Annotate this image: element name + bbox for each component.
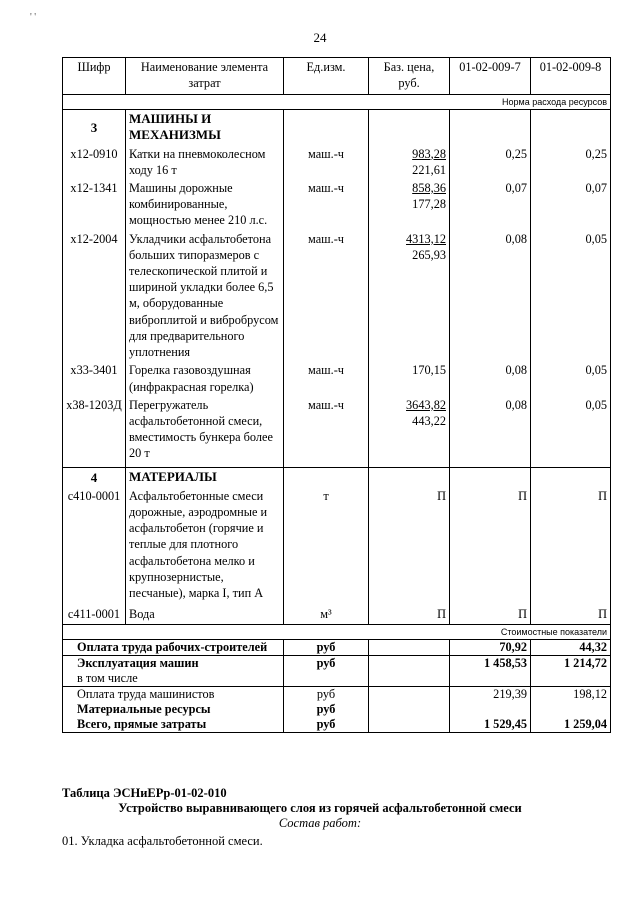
row-value-a: 0,08 [450,230,531,362]
row-value-b: П [531,487,611,606]
summary-unit: руб [284,702,369,717]
composition-heading: Состав работ: [278,816,362,830]
row-value-a: 0,07 [450,179,531,230]
row-name: Укладчики асфальтобетона больших типоразмеров с телескопической плитой и шириной укладки более 6,5 м, оборудованные виброплитой и вибробрусом для предварительного уплотнения [126,230,284,362]
table-row [63,230,611,362]
work-item: 01. Укладка асфальтобетонной смеси. [62,834,263,848]
summary-name: Материальные ресурсы [63,702,284,717]
summary-name: Эксплуатация машин [63,655,284,671]
corner-marks: ' ' [30,12,37,23]
row-price-secondary: 443,22 [412,414,446,428]
row-price: 3643,82 [406,397,446,412]
row-unit: маш.-ч [284,396,369,467]
norm-band-row [63,95,611,110]
summary-name: Оплата труда рабочих-строителей [63,639,284,655]
table-row [63,487,611,606]
header-col-b: 01-02-009-8 [531,58,611,95]
cost-band: Стоимостные показатели [63,624,611,639]
row-value-a: 0,08 [450,361,531,395]
summary-row [63,717,611,733]
summary-value-a: 70,92 [450,639,531,655]
summary-unit: руб [284,655,369,671]
row-value-b: 0,05 [531,396,611,467]
row-price: 170,15 [369,361,450,395]
row-unit: маш.-ч [284,179,369,230]
header-col-a: 01-02-009-7 [450,58,531,95]
header-code: Шифр [63,58,126,95]
row-code: х12-0910 [63,145,126,179]
row-code: х12-2004 [63,230,126,362]
row-name: Перегружатель асфальтобетонной смеси, вместимость бункера более 20 т [126,396,284,467]
section-number: 3 [63,110,126,145]
section-title: МАШИНЫ И МЕХАНИЗМЫ [126,110,284,145]
summary-row [63,655,611,671]
summary-row [63,671,611,687]
section-header-materials [63,467,611,487]
row-unit: т [284,487,369,606]
next-table-title: Таблица ЭСНиЕРр-01-02-010 [62,786,227,800]
summary-value-b: 44,32 [531,639,611,655]
row-price: П [369,487,450,606]
summary-value-a: 1 458,53 [450,655,531,671]
row-name: Асфальтобетонные смеси дорожные, аэродромные и асфальтобетон (горячие и теплые для плотного асфальтобетона мелко и крупнозернистые, песчаные), марка I, тип А [126,487,284,606]
row-value-a: 0,25 [450,145,531,179]
norm-band: Норма расхода ресурсов [63,95,611,110]
header-name: Наименование элемента затрат [126,58,284,95]
summary-row [63,702,611,717]
row-unit: маш.-ч [284,230,369,362]
row-code: с410-0001 [63,487,126,606]
row-value-b: 0,07 [531,179,611,230]
row-price-secondary: 177,28 [412,197,446,212]
summary-value-a: 1 529,45 [450,717,531,733]
row-unit: м³ [284,605,369,624]
section-number: 4 [63,467,126,487]
next-table-subtitle: Устройство выравнивающего слоя из горячей асфальтобетонной смеси [118,801,522,815]
page-number: 24 [313,30,327,45]
resource-norms-table [62,57,611,733]
table-row [63,396,611,467]
table-row [63,361,611,395]
summary-name: Всего, прямые затраты [63,717,284,733]
row-unit: маш.-ч [284,361,369,395]
row-name: Вода [126,605,284,624]
section-header-machines [63,110,611,145]
row-name: Машины дорожные комбинированные, мощностью менее 210 л.с. [126,179,284,230]
summary-row [63,686,611,702]
row-code: х33-3401 [63,361,126,395]
row-value-a: П [450,605,531,624]
row-name: Горелка газовоздушная (инфракрасная горелка) [126,361,284,395]
cost-band-row [63,624,611,639]
row-price-secondary: 265,93 [412,247,446,262]
table-row [63,145,611,179]
row-value-b: П [531,605,611,624]
summary-value-b: 1 214,72 [531,655,611,671]
summary-unit: руб [284,639,369,655]
section-title: МАТЕРИАЛЫ [126,467,284,487]
header-row [63,58,611,95]
row-price: П [369,605,450,624]
summary-row [63,639,611,655]
summary-name: Оплата труда машинистов [63,686,284,702]
row-value-a: П [450,487,531,606]
row-price-secondary: 221,61 [412,162,446,177]
row-unit: маш.-ч [284,145,369,179]
row-code: с411-0001 [63,605,126,624]
row-value-a: 0,08 [450,396,531,467]
header-price: Баз. цена, руб. [369,58,450,95]
header-unit: Ед.изм. [284,58,369,95]
row-code: х38-1203Д [63,396,126,467]
row-price: 858,36 [412,180,446,195]
table-row [63,605,611,624]
row-value-b: 0,25 [531,145,611,179]
summary-unit: руб [284,717,369,733]
summary-name: в том числе [63,671,284,687]
row-price: 4313,12 [406,231,446,246]
row-name: Катки на пневмоколесном ходу 16 т [126,145,284,179]
summary-unit: руб [284,686,369,702]
table-row [63,179,611,230]
row-price: 983,28 [412,146,446,161]
summary-value-b: 198,12 [531,686,611,702]
summary-value-b: 1 259,04 [531,717,611,733]
row-value-b: 0,05 [531,230,611,362]
row-value-b: 0,05 [531,361,611,395]
row-code: х12-1341 [63,179,126,230]
summary-value-a: 219,39 [450,686,531,702]
